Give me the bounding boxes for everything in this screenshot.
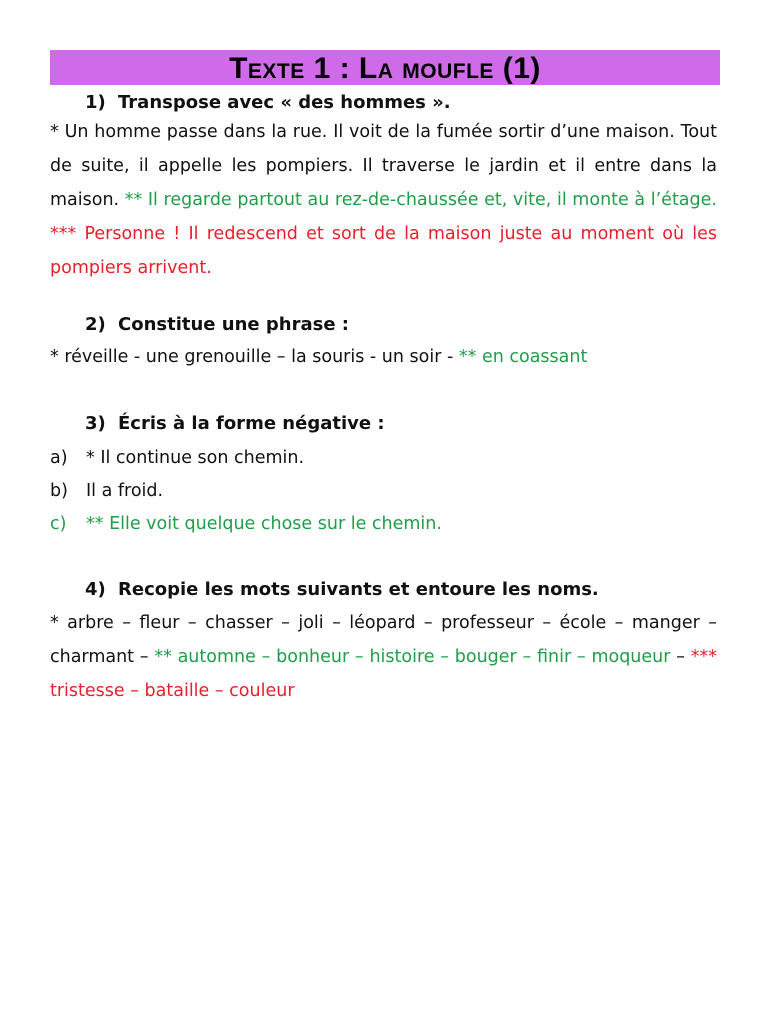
question-2-title: Constitue une phrase : <box>118 314 349 335</box>
list-marker: b) <box>50 481 68 501</box>
question-3-number: 3) <box>85 413 106 434</box>
list-marker: c) <box>50 514 67 534</box>
question-1-title: Transpose avec « des hommes ». <box>118 92 451 113</box>
question-1-number: 1) <box>85 92 106 113</box>
question-2-number: 2) <box>85 314 106 335</box>
page-title: Texte 1 : La moufle (1) <box>229 52 541 85</box>
question-4-number: 4) <box>85 579 106 600</box>
question-2-level2-text: ** en coassant <box>458 347 588 367</box>
question-4-separator: – <box>676 647 685 667</box>
question-1-heading <box>85 92 451 114</box>
question-3-item-a <box>50 447 304 469</box>
question-3-item-b <box>50 480 163 502</box>
question-4-level2-text: ** automne – bonheur – histoire – bouger – finir – moqueur <box>154 647 671 667</box>
title-banner <box>50 50 720 85</box>
question-1-level3-text: *** Personne ! Il redescend et sort de la maison juste au moment où les pompiers arrivent. <box>50 224 717 278</box>
question-3-title: Écris à la forme négative : <box>118 413 385 434</box>
question-4-level1-text: * arbre – fleur – chasser – joli – léopard – professeur – école – manger – charmant – <box>50 613 717 667</box>
question-3-heading <box>85 413 385 435</box>
list-marker: a) <box>50 448 68 468</box>
question-4-level3-text: *** tristesse – bataille – couleur <box>50 647 717 701</box>
list-item-text: ** Elle voit quelque chose sur le chemin. <box>86 514 442 534</box>
question-4-title: Recopie les mots suivants et entoure les noms. <box>118 579 599 600</box>
question-1-level1-text: * Un homme passe dans la rue. Il voit de la fumée sortir d’une maison. Tout de suite, il appelle les pompiers. Il traverse le jardin et il entre dans la maison. <box>50 122 717 210</box>
question-2-text <box>50 346 587 368</box>
question-1-level2-text: ** Il regarde partout au rez-de-chaussée et, vite, il monte à l’étage. <box>124 190 717 210</box>
question-2-level1-text: * réveille - une grenouille – la souris - un soir - <box>50 347 454 367</box>
question-1-text <box>50 115 717 285</box>
question-3-item-c <box>50 513 442 535</box>
list-item-text: Il a froid. <box>86 481 164 501</box>
question-4-heading <box>85 579 599 601</box>
list-item-text: * Il continue son chemin. <box>86 448 305 468</box>
question-2-heading <box>85 314 349 336</box>
question-4-text <box>50 606 717 708</box>
